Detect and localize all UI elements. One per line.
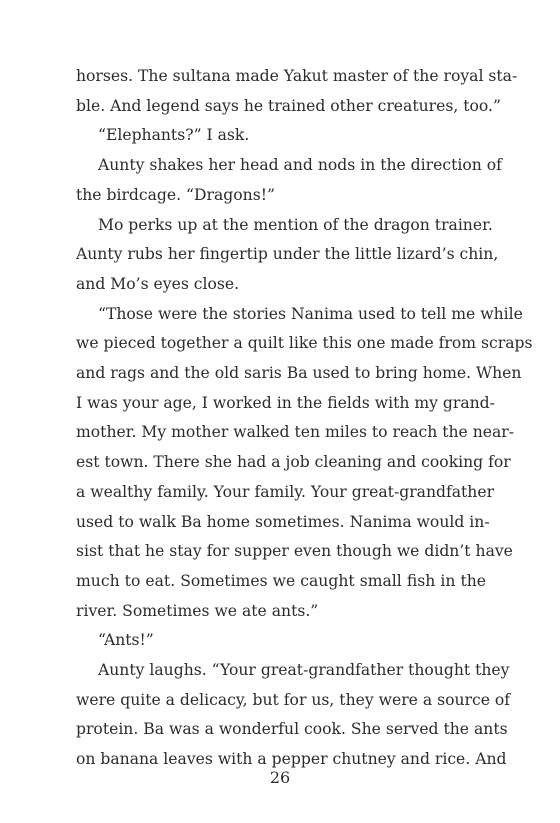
text-line: the birdcage. “Dragons!”	[76, 185, 275, 204]
text-line: “Elephants?” I ask.	[98, 126, 250, 145]
text-line: were quite a delicacy, but for us, they were a source of	[76, 690, 511, 709]
paragraph	[76, 211, 499, 300]
text-line: mother. My mother walked ten miles to reach the near-	[76, 423, 515, 442]
text-line: I was your age, I worked in the fields with my grand-	[76, 393, 495, 412]
text-line: a wealthy family. Your family. Your great-grandfather	[76, 482, 495, 501]
text-line: ble. And legend says he trained other creatures, too.”	[76, 96, 501, 115]
text-line: protein. Ba was a wonderful cook. She served the ants	[76, 720, 508, 739]
text-line: and rags and the old saris Ba used to bring home. When	[76, 364, 522, 383]
text-line: much to eat. Sometimes we caught small fish in the	[76, 571, 486, 590]
paragraph	[76, 62, 518, 121]
page-number: 26	[269, 768, 291, 787]
text-line: “Ants!”	[98, 631, 154, 650]
text-line: “Those were the stories Nanima used to tell me while	[98, 304, 523, 323]
text-line: horses. The sultana made Yakut master of the royal sta-	[76, 67, 518, 85]
text-line: on banana leaves with a pepper chutney and rice. And	[76, 750, 507, 769]
text-line: Aunty shakes her head and nods in the direction of	[98, 156, 502, 175]
paragraph	[76, 121, 486, 151]
text-line: and Mo’s eyes close.	[76, 274, 240, 293]
text-line: Aunty laughs. “Your great-grandfather thought they	[98, 661, 510, 680]
paragraph	[76, 656, 511, 775]
text-line: used to walk Ba home sometimes. Nanima would in-	[76, 512, 490, 531]
paragraph	[76, 626, 486, 656]
paragraph	[76, 151, 502, 210]
body-text	[76, 62, 533, 775]
text-line: est town. There she had a job cleaning and cooking for	[76, 453, 511, 472]
text-line: we pieced together a quilt like this one made from scraps	[76, 334, 533, 353]
text-line: Aunty rubs her fingertip under the little lizard’s chin,	[76, 245, 499, 264]
paragraph	[76, 300, 533, 627]
text-line: river. Sometimes we ate ants.”	[76, 601, 319, 620]
text-line: Mo perks up at the mention of the dragon trainer.	[98, 215, 493, 234]
text-line: sist that he stay for supper even though we didn’t have	[76, 542, 513, 561]
